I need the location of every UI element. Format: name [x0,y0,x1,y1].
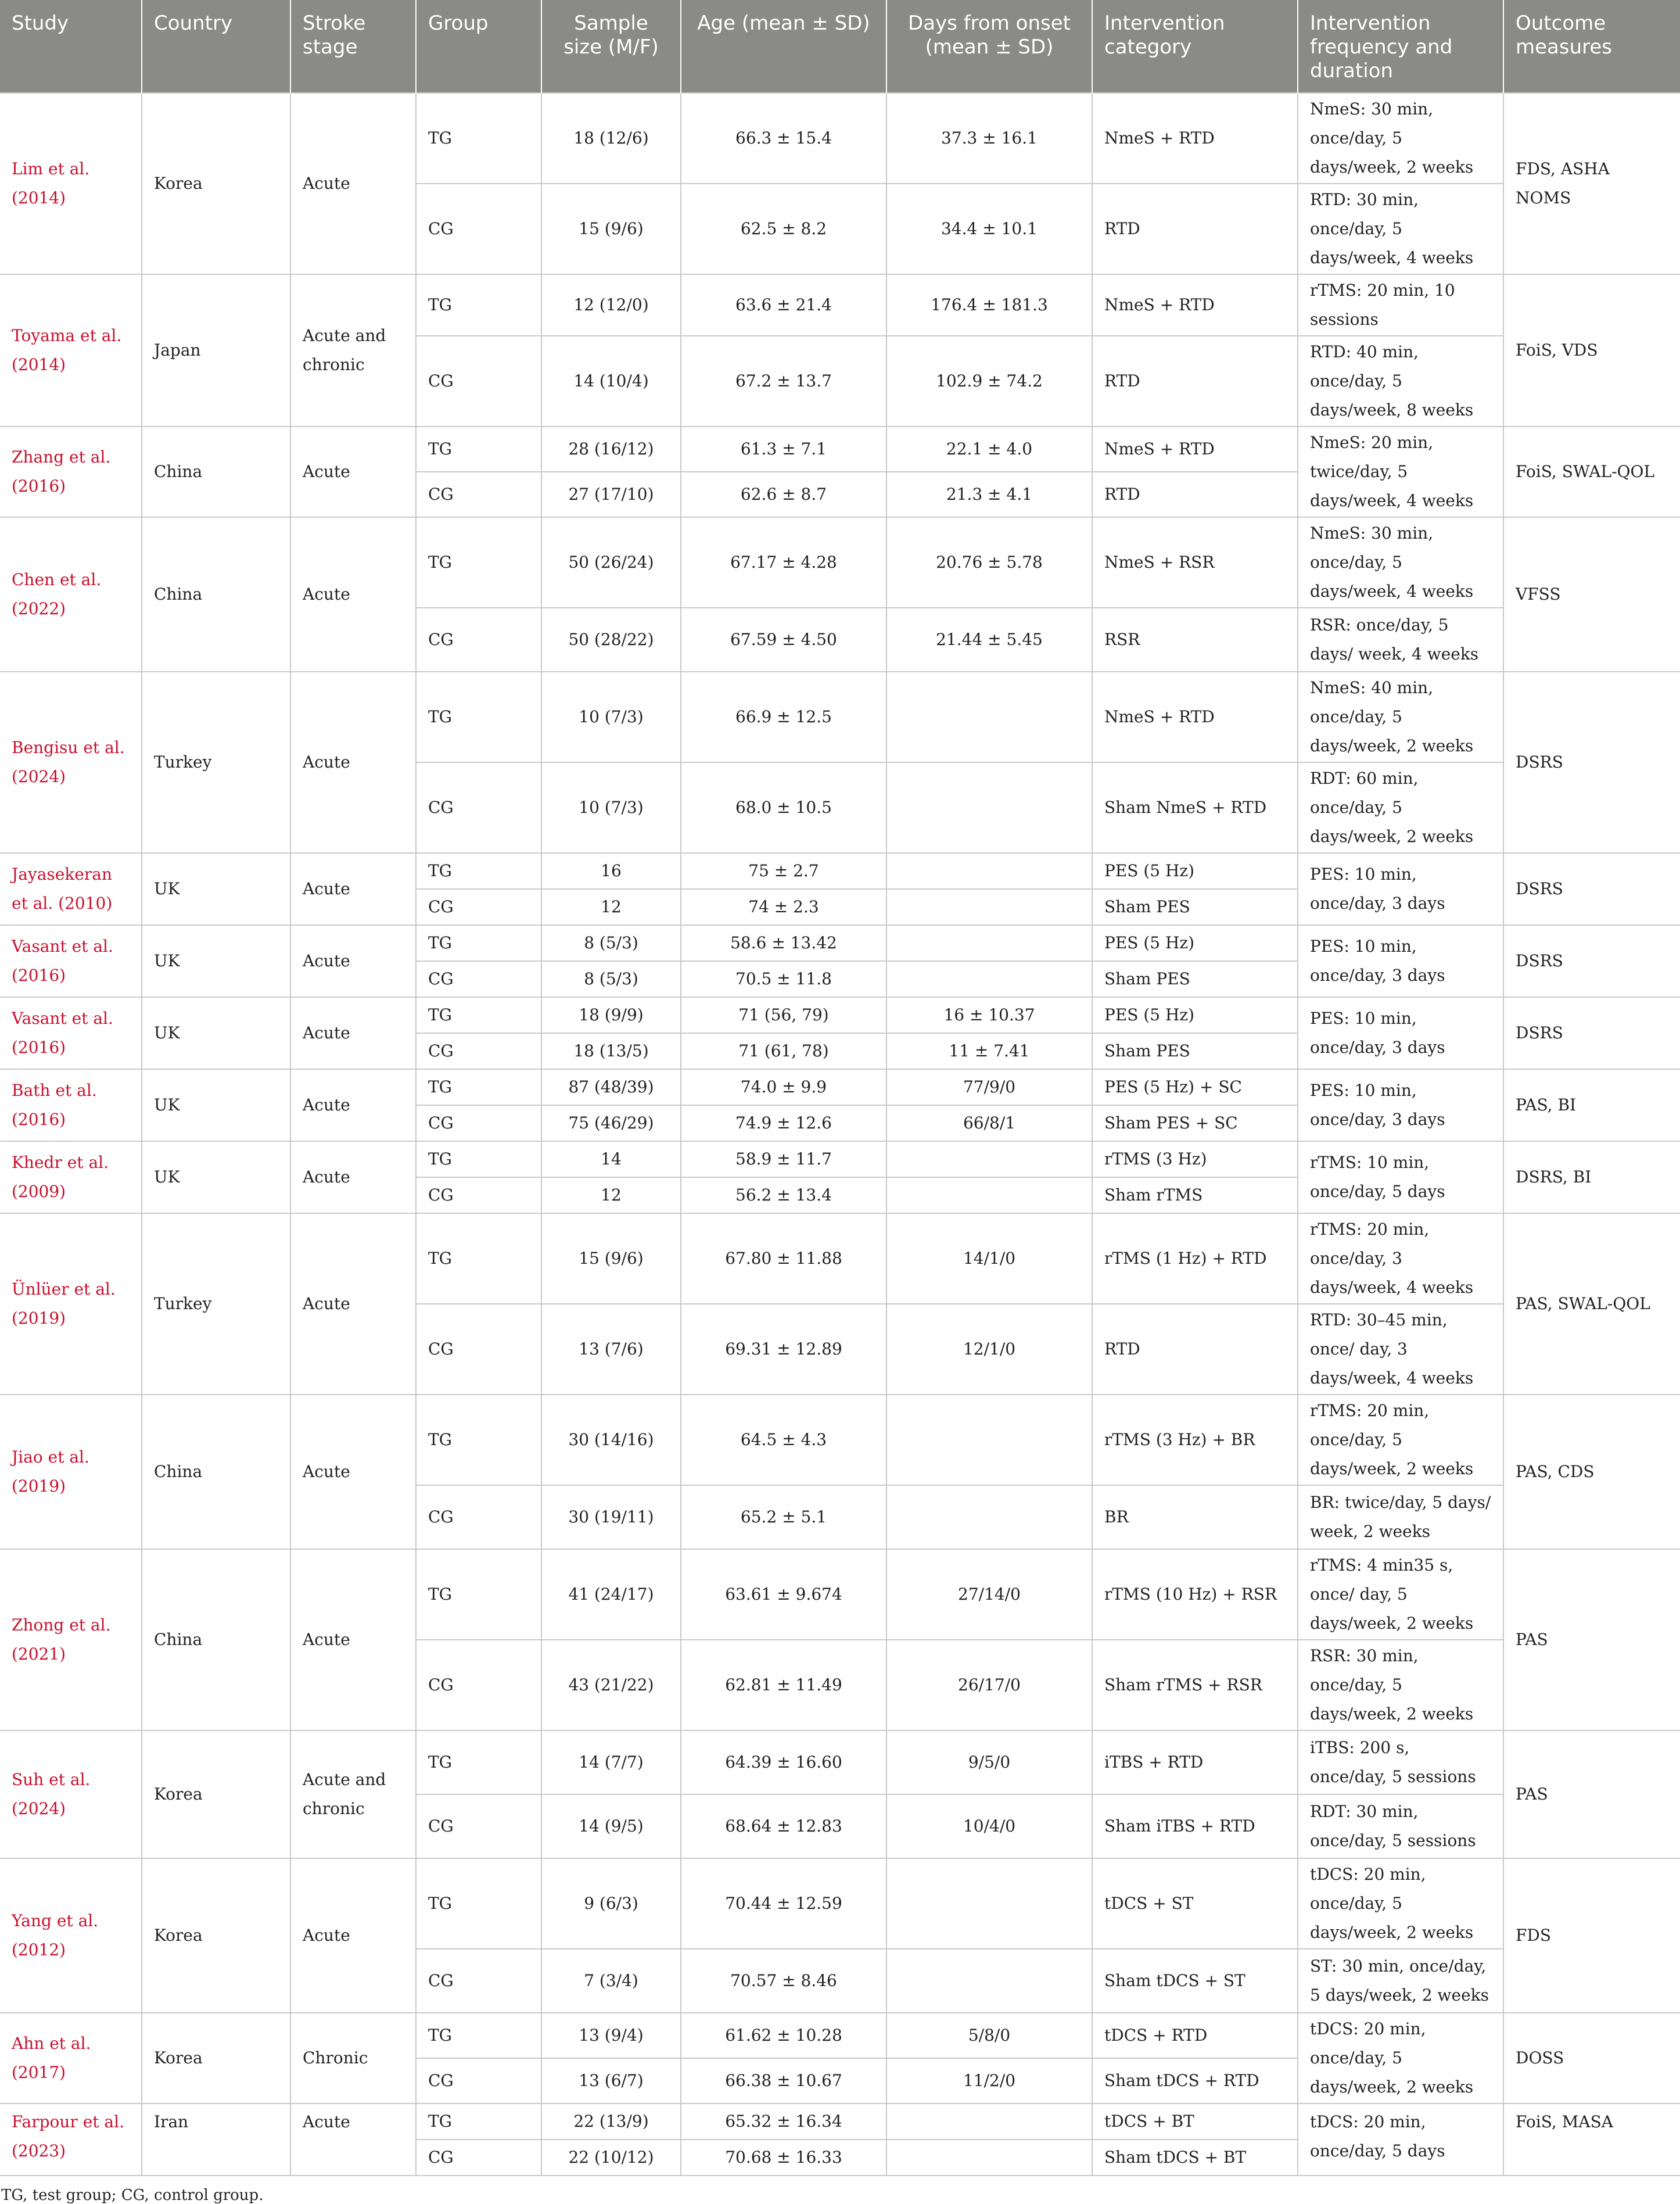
outcome-measures-cell: DSRS [1503,925,1680,997]
table-row [0,1858,1680,1949]
outcome-measures-cell: DSRS, BI [1503,1141,1680,1213]
study-citation-link[interactable]: Khedr et al. (2009) [0,1141,142,1213]
days-from-onset-cell [886,762,1092,853]
table-row [0,672,1680,762]
intervention-frequency-cell: NmeS: 40 min, once/day, 5 days/week, 2 weeks [1298,672,1503,762]
sample-size-cell: 14 (9/5) [541,1794,681,1858]
age-cell: 74.9 ± 12.6 [681,1105,886,1141]
age-cell: 65.32 ± 16.34 [681,2103,886,2140]
stroke-stage-cell: Acute [290,1858,416,2013]
intervention-category-cell: BR [1092,1485,1298,1549]
days-from-onset-cell: 20.76 ± 5.78 [886,517,1092,608]
sample-size-cell: 14 (10/4) [541,336,681,427]
group-cell: TG [416,517,541,608]
header-sample-size: Sample size (M/F) [541,0,681,93]
group-cell: TG [416,1549,541,1640]
country-cell: UK [142,1141,290,1213]
outcome-measures-cell: FoiS, MASA [1503,2103,1680,2176]
age-cell: 75 ± 2.7 [681,853,886,889]
group-cell: TG [416,2103,541,2140]
intervention-category-cell: Sham PES [1092,961,1298,997]
header-stroke-stage: Stroke stage [290,0,416,93]
header-days-from-onset: Days from onset (mean ± SD) [886,0,1092,93]
study-citation-link[interactable]: Vasant et al. (2016) [0,925,142,997]
stroke-stage-cell: Acute [290,427,416,517]
stroke-stage-cell: Acute [290,997,416,1069]
intervention-category-cell: Sham tDCS + RTD [1092,2058,1298,2103]
age-cell: 71 (61, 78) [681,1033,886,1069]
table-row [0,427,1680,472]
days-from-onset-cell [886,961,1092,997]
sample-size-cell: 14 [541,1141,681,1177]
intervention-frequency-cell: RDT: 30 min, once/day, 5 sessions [1298,1794,1503,1858]
sample-size-cell: 18 (13/5) [541,1033,681,1069]
age-cell: 71 (56, 79) [681,997,886,1033]
intervention-category-cell: tDCS + RTD [1092,2013,1298,2058]
intervention-category-cell: rTMS (10 Hz) + RSR [1092,1549,1298,1640]
study-citation-link[interactable]: Ahn et al. (2017) [0,2013,142,2103]
days-from-onset-cell [886,1949,1092,2013]
study-citation-link[interactable]: Toyama et al. (2014) [0,274,142,427]
days-from-onset-cell: 21.3 ± 4.1 [886,472,1092,517]
sample-size-cell: 75 (46/29) [541,1105,681,1141]
study-citation-link[interactable]: Bath et al. (2016) [0,1069,142,1141]
group-cell: CG [416,1177,541,1213]
days-from-onset-cell: 34.4 ± 10.1 [886,184,1092,274]
sample-size-cell: 12 [541,889,681,925]
table-row [0,853,1680,889]
group-cell: TG [416,1069,541,1105]
sample-size-cell: 16 [541,853,681,889]
table-row [0,1549,1680,1640]
days-from-onset-cell: 176.4 ± 181.3 [886,274,1092,336]
days-from-onset-cell [886,2103,1092,2140]
study-citation-link[interactable]: Ünlüer et al. (2019) [0,1213,142,1395]
days-from-onset-cell [886,853,1092,889]
stroke-stage-cell: Acute [290,93,416,274]
intervention-category-cell: rTMS (1 Hz) + RTD [1092,1213,1298,1304]
group-cell: CG [416,2058,541,2103]
intervention-category-cell: PES (5 Hz) [1092,997,1298,1033]
intervention-frequency-cell: NmeS: 20 min, twice/day, 5 days/week, 4 weeks [1298,427,1503,517]
intervention-category-cell: RTD [1092,336,1298,427]
outcome-measures-cell: PAS [1503,1730,1680,1858]
group-cell: CG [416,1105,541,1141]
intervention-frequency-cell: PES: 10 min, once/day, 3 days [1298,853,1503,925]
intervention-frequency-cell: rTMS: 20 min, 10 sessions [1298,274,1503,336]
stroke-stage-cell: Chronic [290,2013,416,2103]
stroke-stage-cell: Acute [290,1141,416,1213]
sample-size-cell: 30 (14/16) [541,1395,681,1485]
study-citation-link[interactable]: Zhong et al. (2021) [0,1549,142,1730]
group-cell: CG [416,336,541,427]
stroke-stage-cell: Acute [290,672,416,853]
intervention-frequency-cell: NmeS: 30 min, once/day, 5 days/week, 2 weeks [1298,93,1503,184]
intervention-category-cell: Sham tDCS + ST [1092,1949,1298,2013]
days-from-onset-cell: 16 ± 10.37 [886,997,1092,1033]
age-cell: 61.62 ± 10.28 [681,2013,886,2058]
table-row [0,274,1680,336]
intervention-frequency-cell: RDT: 60 min, once/day, 5 days/week, 2 weeks [1298,762,1503,853]
study-citation-link[interactable]: Farpour et al. (2023) [0,2103,142,2176]
study-citation-link[interactable]: Yang et al. (2012) [0,1858,142,2013]
group-cell: TG [416,672,541,762]
group-cell: TG [416,2013,541,2058]
sample-size-cell: 12 [541,1177,681,1213]
intervention-frequency-cell: PES: 10 min, once/day, 3 days [1298,997,1503,1069]
group-cell: CG [416,472,541,517]
days-from-onset-cell [886,925,1092,961]
intervention-category-cell: RTD [1092,472,1298,517]
days-from-onset-cell: 11 ± 7.41 [886,1033,1092,1069]
age-cell: 65.2 ± 5.1 [681,1485,886,1549]
outcome-measures-cell: DSRS [1503,997,1680,1069]
intervention-category-cell: NmeS + RTD [1092,672,1298,762]
stroke-stage-cell: Acute and chronic [290,1730,416,1858]
outcome-measures-cell: DSRS [1503,672,1680,853]
country-cell: Iran [142,2103,290,2176]
header-country: Country [142,0,290,93]
age-cell: 58.9 ± 11.7 [681,1141,886,1177]
stroke-stage-cell: Acute [290,517,416,672]
intervention-category-cell: RSR [1092,608,1298,672]
days-from-onset-cell: 26/17/0 [886,1640,1092,1730]
intervention-category-cell: NmeS + RTD [1092,427,1298,472]
age-cell: 68.64 ± 12.83 [681,1794,886,1858]
age-cell: 63.6 ± 21.4 [681,274,886,336]
table-row [0,2103,1680,2140]
study-citation-link[interactable]: Lim et al. (2014) [0,93,142,274]
sample-size-cell: 30 (19/11) [541,1485,681,1549]
intervention-frequency-cell: NmeS: 30 min, once/day, 5 days/week, 4 weeks [1298,517,1503,608]
outcome-measures-cell: PAS, CDS [1503,1395,1680,1549]
sample-size-cell: 12 (12/0) [541,274,681,336]
outcome-measures-cell: FoiS, VDS [1503,274,1680,427]
group-cell: TG [416,427,541,472]
intervention-frequency-cell: BR: twice/day, 5 days/ week, 2 weeks [1298,1485,1503,1549]
sample-size-cell: 10 (7/3) [541,762,681,853]
country-cell: UK [142,925,290,997]
outcome-measures-cell: DSRS [1503,853,1680,925]
group-cell: TG [416,1730,541,1794]
intervention-category-cell: iTBS + RTD [1092,1730,1298,1794]
table-row [0,925,1680,961]
table-row [0,1069,1680,1105]
intervention-category-cell: Sham tDCS + BT [1092,2140,1298,2176]
sample-size-cell: 50 (26/24) [541,517,681,608]
intervention-category-cell: RTD [1092,184,1298,274]
group-cell: CG [416,1304,541,1395]
days-from-onset-cell [886,1858,1092,1949]
outcome-measures-cell: VFSS [1503,517,1680,672]
header-row [0,0,1680,93]
country-cell: China [142,427,290,517]
age-cell: 66.38 ± 10.67 [681,2058,886,2103]
outcome-measures-cell: DOSS [1503,2013,1680,2103]
days-from-onset-cell: 11/2/0 [886,2058,1092,2103]
intervention-category-cell: rTMS (3 Hz) [1092,1141,1298,1177]
intervention-frequency-cell: rTMS: 10 min, once/day, 5 days [1298,1141,1503,1213]
intervention-frequency-cell: rTMS: 4 min35 s, once/ day, 5 days/week, 2 weeks [1298,1549,1503,1640]
days-from-onset-cell: 37.3 ± 16.1 [886,93,1092,184]
age-cell: 68.0 ± 10.5 [681,762,886,853]
outcome-measures-cell: FDS [1503,1858,1680,2013]
header-intervention-frequency: Intervention frequency and duration [1298,0,1503,93]
intervention-category-cell: NmeS + RSR [1092,517,1298,608]
group-cell: CG [416,1485,541,1549]
sample-size-cell: 43 (21/22) [541,1640,681,1730]
group-cell: TG [416,997,541,1033]
table-row [0,997,1680,1033]
group-cell: CG [416,184,541,274]
sample-size-cell: 8 (5/3) [541,925,681,961]
age-cell: 67.59 ± 4.50 [681,608,886,672]
intervention-category-cell: Sham NmeS + RTD [1092,762,1298,853]
intervention-category-cell: NmeS + RTD [1092,93,1298,184]
sample-size-cell: 22 (10/12) [541,2140,681,2176]
table-footnote: TG, test group; CG, control group. [1,2187,264,2204]
country-cell: Korea [142,93,290,274]
sample-size-cell: 28 (16/12) [541,427,681,472]
group-cell: TG [416,853,541,889]
age-cell: 58.6 ± 13.42 [681,925,886,961]
intervention-category-cell: NmeS + RTD [1092,274,1298,336]
outcome-measures-cell: PAS, SWAL-QOL [1503,1213,1680,1395]
intervention-frequency-cell: rTMS: 20 min, once/day, 3 days/week, 4 weeks [1298,1213,1503,1304]
stroke-stage-cell: Acute and chronic [290,274,416,427]
age-cell: 74 ± 2.3 [681,889,886,925]
table-row [0,93,1680,184]
age-cell: 66.9 ± 12.5 [681,672,886,762]
days-from-onset-cell [886,1395,1092,1485]
header-age: Age (mean ± SD) [681,0,886,93]
age-cell: 64.39 ± 16.60 [681,1730,886,1794]
intervention-category-cell: PES (5 Hz) [1092,853,1298,889]
age-cell: 70.44 ± 12.59 [681,1858,886,1949]
stroke-stage-cell: Acute [290,1549,416,1730]
age-cell: 70.57 ± 8.46 [681,1949,886,2013]
days-from-onset-cell: 5/8/0 [886,2013,1092,2058]
country-cell: Korea [142,1858,290,2013]
stroke-stage-cell: Acute [290,925,416,997]
group-cell: TG [416,1213,541,1304]
group-cell: TG [416,1395,541,1485]
intervention-frequency-cell: PES: 10 min, once/day, 3 days [1298,1069,1503,1141]
sample-size-cell: 9 (6/3) [541,1858,681,1949]
age-cell: 69.31 ± 12.89 [681,1304,886,1395]
days-from-onset-cell: 10/4/0 [886,1794,1092,1858]
days-from-onset-cell: 21.44 ± 5.45 [886,608,1092,672]
group-cell: CG [416,1949,541,2013]
intervention-category-cell: PES (5 Hz) [1092,925,1298,961]
intervention-frequency-cell: RSR: once/day, 5 days/ week, 4 weeks [1298,608,1503,672]
country-cell: UK [142,1069,290,1141]
outcome-measures-cell: FDS, ASHA NOMS [1503,93,1680,274]
sample-size-cell: 18 (12/6) [541,93,681,184]
days-from-onset-cell [886,1177,1092,1213]
intervention-frequency-cell: rTMS: 20 min, once/day, 5 days/week, 2 weeks [1298,1395,1503,1485]
sample-size-cell: 87 (48/39) [541,1069,681,1105]
age-cell: 67.17 ± 4.28 [681,517,886,608]
intervention-frequency-cell: PES: 10 min, once/day, 3 days [1298,925,1503,997]
intervention-frequency-cell: RSR: 30 min, once/day, 5 days/week, 2 weeks [1298,1640,1503,1730]
sample-size-cell: 14 (7/7) [541,1730,681,1794]
study-citation-link[interactable]: Jiao et al. (2019) [0,1395,142,1549]
group-cell: CG [416,762,541,853]
days-from-onset-cell [886,889,1092,925]
country-cell: Korea [142,2013,290,2103]
intervention-frequency-cell: tDCS: 20 min, once/day, 5 days/week, 2 weeks [1298,1858,1503,1949]
age-cell: 56.2 ± 13.4 [681,1177,886,1213]
intervention-frequency-cell: RTD: 30–45 min, once/ day, 3 days/week, 4 weeks [1298,1304,1503,1395]
group-cell: CG [416,2140,541,2176]
study-citation-link[interactable]: Zhang et al. (2016) [0,427,142,517]
days-from-onset-cell: 66/8/1 [886,1105,1092,1141]
intervention-category-cell: Sham rTMS [1092,1177,1298,1213]
study-citation-link[interactable]: Bengisu et al. (2024) [0,672,142,853]
days-from-onset-cell [886,2140,1092,2176]
sample-size-cell: 18 (9/9) [541,997,681,1033]
intervention-category-cell: Sham PES [1092,889,1298,925]
age-cell: 63.61 ± 9.674 [681,1549,886,1640]
sample-size-cell: 15 (9/6) [541,184,681,274]
country-cell: Turkey [142,1213,290,1395]
intervention-frequency-cell: RTD: 40 min, once/day, 5 days/week, 8 weeks [1298,336,1503,427]
stroke-stage-cell: Acute [290,1213,416,1395]
country-cell: China [142,1549,290,1730]
outcome-measures-cell: PAS, BI [1503,1069,1680,1141]
header-group: Group [416,0,541,93]
header-intervention-category: Intervention category [1092,0,1298,93]
age-cell: 62.6 ± 8.7 [681,472,886,517]
days-from-onset-cell [886,1485,1092,1549]
age-cell: 67.2 ± 13.7 [681,336,886,427]
days-from-onset-cell: 9/5/0 [886,1730,1092,1794]
country-cell: China [142,1395,290,1549]
group-cell: TG [416,93,541,184]
age-cell: 62.81 ± 11.49 [681,1640,886,1730]
table-row [0,2013,1680,2058]
group-cell: TG [416,925,541,961]
sample-size-cell: 15 (9/6) [541,1213,681,1304]
stroke-stage-cell: Acute [290,2103,416,2176]
intervention-frequency-cell: iTBS: 200 s, once/day, 5 sessions [1298,1730,1503,1794]
age-cell: 74.0 ± 9.9 [681,1069,886,1105]
country-cell: Japan [142,274,290,427]
days-from-onset-cell: 102.9 ± 74.2 [886,336,1092,427]
intervention-frequency-cell: tDCS: 20 min, once/day, 5 days [1298,2103,1503,2176]
intervention-frequency-cell: tDCS: 20 min, once/day, 5 days/week, 2 weeks [1298,2013,1503,2103]
country-cell: UK [142,997,290,1069]
table-row [0,1213,1680,1304]
age-cell: 70.68 ± 16.33 [681,2140,886,2176]
group-cell: CG [416,608,541,672]
intervention-category-cell: RTD [1092,1304,1298,1395]
sample-size-cell: 41 (24/17) [541,1549,681,1640]
group-cell: CG [416,1640,541,1730]
country-cell: Turkey [142,672,290,853]
days-from-onset-cell: 22.1 ± 4.0 [886,427,1092,472]
intervention-category-cell: Sham PES + SC [1092,1105,1298,1141]
days-from-onset-cell [886,1141,1092,1177]
stroke-stage-cell: Acute [290,1069,416,1141]
age-cell: 64.5 ± 4.3 [681,1395,886,1485]
intervention-category-cell: rTMS (3 Hz) + BR [1092,1395,1298,1485]
days-from-onset-cell: 14/1/0 [886,1213,1092,1304]
group-cell: CG [416,961,541,997]
days-from-onset-cell: 12/1/0 [886,1304,1092,1395]
sample-size-cell: 27 (17/10) [541,472,681,517]
table-row [0,1395,1680,1485]
group-cell: TG [416,274,541,336]
intervention-category-cell: tDCS + BT [1092,2103,1298,2140]
outcome-measures-cell: PAS [1503,1549,1680,1730]
intervention-category-cell: tDCS + ST [1092,1858,1298,1949]
intervention-category-cell: Sham PES [1092,1033,1298,1069]
days-from-onset-cell [886,672,1092,762]
table-body [0,93,1680,2176]
group-cell: CG [416,1794,541,1858]
outcome-measures-cell: FoiS, SWAL-QOL [1503,427,1680,517]
days-from-onset-cell: 27/14/0 [886,1549,1092,1640]
sample-size-cell: 8 (5/3) [541,961,681,997]
country-cell: UK [142,853,290,925]
intervention-category-cell: Sham rTMS + RSR [1092,1640,1298,1730]
group-cell: CG [416,1033,541,1069]
age-cell: 61.3 ± 7.1 [681,427,886,472]
header-study: Study [0,0,142,93]
table-row [0,1141,1680,1177]
country-cell: Korea [142,1730,290,1858]
intervention-frequency-cell: ST: 30 min, once/day, 5 days/week, 2 weeks [1298,1949,1503,2013]
stroke-stage-cell: Acute [290,853,416,925]
sample-size-cell: 10 (7/3) [541,672,681,762]
study-citation-link[interactable]: Vasant et al. (2016) [0,997,142,1069]
study-citation-link[interactable]: Chen et al. (2022) [0,517,142,672]
study-citation-link[interactable]: Suh et al. (2024) [0,1730,142,1858]
group-cell: TG [416,1858,541,1949]
header-outcome-measures: Outcome measures [1503,0,1680,93]
sample-size-cell: 22 (13/9) [541,2103,681,2140]
group-cell: TG [416,1141,541,1177]
sample-size-cell: 13 (7/6) [541,1304,681,1395]
group-cell: CG [416,889,541,925]
age-cell: 62.5 ± 8.2 [681,184,886,274]
intervention-frequency-cell: RTD: 30 min, once/day, 5 days/week, 4 weeks [1298,184,1503,274]
sample-size-cell: 13 (6/7) [541,2058,681,2103]
country-cell: China [142,517,290,672]
age-cell: 70.5 ± 11.8 [681,961,886,997]
table-row [0,517,1680,608]
age-cell: 66.3 ± 15.4 [681,93,886,184]
table-row [0,1730,1680,1794]
age-cell: 67.80 ± 11.88 [681,1213,886,1304]
sample-size-cell: 7 (3/4) [541,1949,681,2013]
intervention-category-cell: PES (5 Hz) + SC [1092,1069,1298,1105]
study-citation-link[interactable]: Jayasekeran et al. (2010) [0,853,142,925]
stroke-stage-cell: Acute [290,1395,416,1549]
sample-size-cell: 50 (28/22) [541,608,681,672]
days-from-onset-cell: 77/9/0 [886,1069,1092,1105]
intervention-category-cell: Sham iTBS + RTD [1092,1794,1298,1858]
sample-size-cell: 13 (9/4) [541,2013,681,2058]
